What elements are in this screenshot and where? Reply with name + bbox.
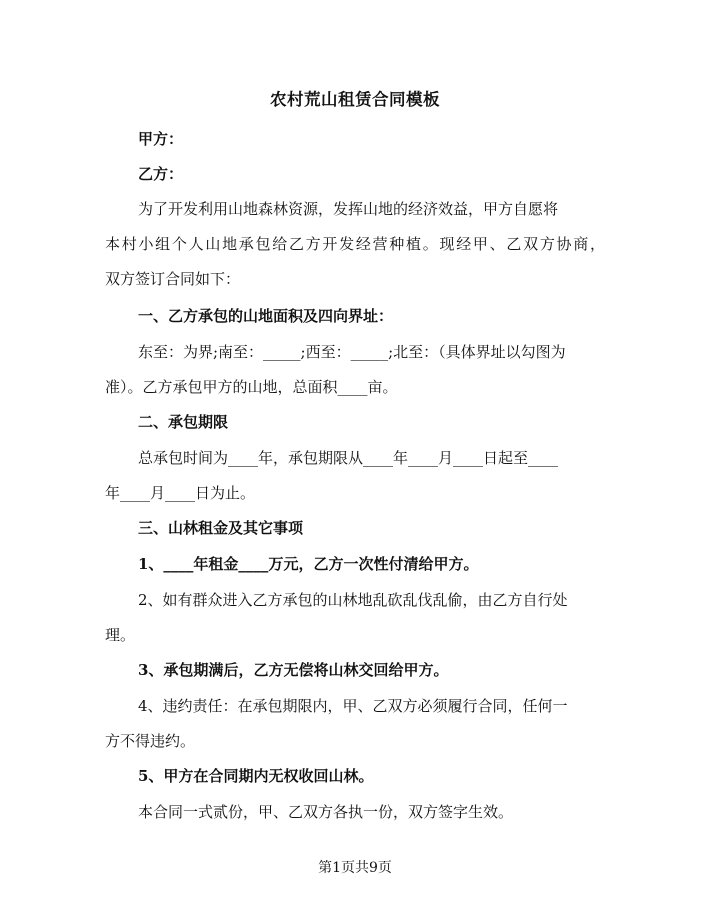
closing-statement: 本合同一式贰份，甲、乙双方各执一份，双方签字生效。 <box>138 803 514 821</box>
section2-line-2: 年____月____日为止。 <box>105 484 256 502</box>
item-2-line-1: 2、如有群众进入乙方承包的山林地乱砍乱伐乱偷，由乙方自行处 <box>138 591 568 609</box>
section1-heading: 一、乙方承包的山地面积及四向界址： <box>138 307 394 325</box>
intro-line-2: 本村小组个人山地承包给乙方开发经营种植。现经甲、乙双方协商， <box>105 235 605 253</box>
document-title: 农村荒山租赁合同模板 <box>270 90 440 109</box>
page-footer: 第1页共9页 <box>318 860 392 876</box>
item-5: 5、甲方在合同期内无权收回山林。 <box>138 767 374 785</box>
section2-heading: 二、承包期限 <box>138 413 229 431</box>
party-b-label: 乙方： <box>138 165 184 183</box>
intro-line-3: 双方签订合同如下： <box>105 270 241 288</box>
section2-line-1: 总承包时间为____年，承包期限从____年____月____日起至____ <box>138 449 559 467</box>
item-4-line-1: 4、违约责任：在承包期限内，甲、乙双方必须履行合同，任何一 <box>138 697 568 715</box>
section3-heading: 三、山林租金及其它事项 <box>138 519 304 537</box>
item-4-line-2: 方不得违约。 <box>105 732 196 750</box>
item-1: 1、____年租金____万元，乙方一次性付清给甲方。 <box>138 555 479 573</box>
item-3: 3、承包期满后，乙方无偿将山林交回给甲方。 <box>138 661 449 679</box>
section1-line-1: 东至：为界;南至：_____;西至：_____;北至：（具体界址以勾图为 <box>138 343 566 361</box>
item-2-line-2: 理。 <box>105 626 136 644</box>
party-a-label: 甲方： <box>138 130 184 148</box>
section1-line-2: 准）。乙方承包甲方的山地，总面积____亩。 <box>105 378 398 396</box>
intro-line-1: 为了开发利用山地森林资源，发挥山地的经济效益，甲方自愿将 <box>138 200 559 218</box>
